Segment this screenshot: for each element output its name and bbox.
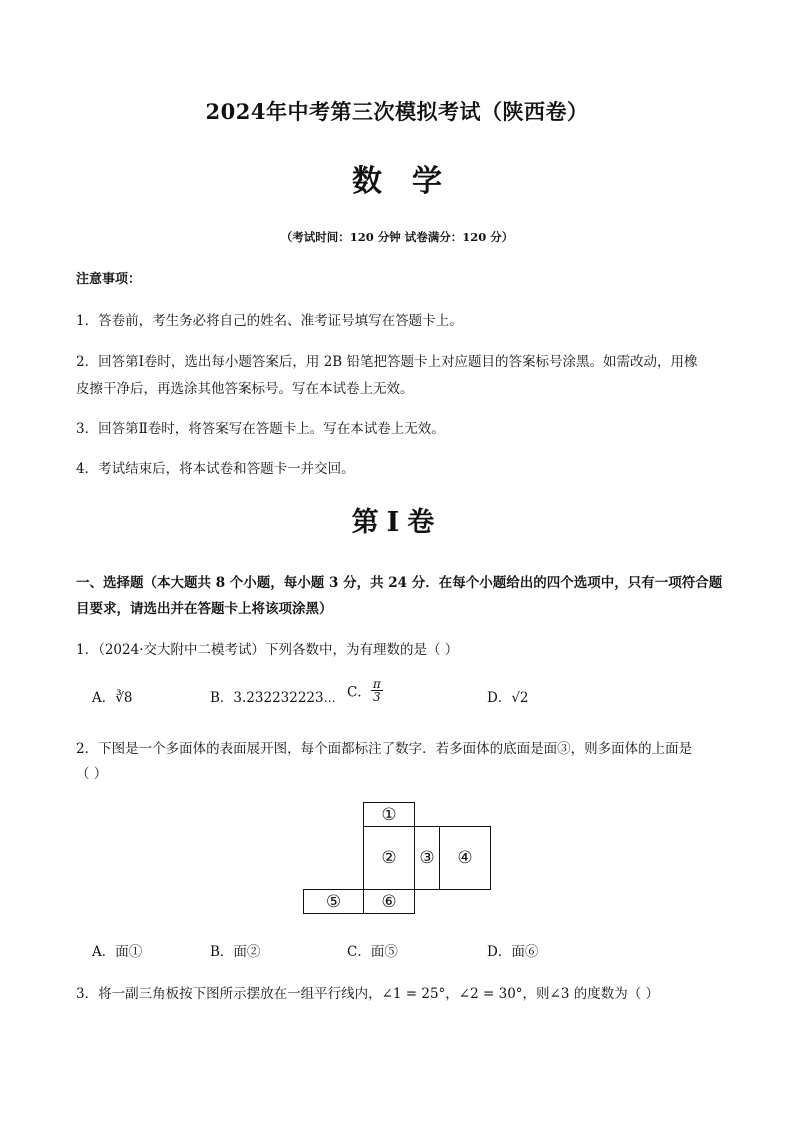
net-face-5: ⑤ bbox=[303, 889, 364, 914]
net-face-2: ② bbox=[363, 826, 415, 890]
note-item: 4．考试结束后，将本试卷和答题卡一并交回。 bbox=[76, 461, 355, 477]
q2-option-a: A．面① bbox=[92, 944, 143, 960]
subject-title: 数学 bbox=[352, 164, 472, 199]
net-face-6: ⑥ bbox=[363, 889, 415, 914]
net-face-3: ③ bbox=[414, 826, 440, 890]
exam-meta: （考试时间：120 分钟 试卷满分：120 分） bbox=[280, 230, 514, 244]
option-value: ∛8 bbox=[115, 690, 133, 706]
net-face-1: ① bbox=[363, 802, 415, 827]
polyhedron-net-diagram bbox=[303, 800, 491, 916]
q2-option-b: B．面② bbox=[210, 944, 261, 960]
numerator: π bbox=[372, 677, 381, 691]
paper-title: 2024年中考第三次模拟考试（陕西卷） bbox=[205, 99, 589, 124]
question-1-stem: 1．（2024·交大附中二模考试）下列各数中，为有理数的是（ ） bbox=[76, 642, 459, 658]
option-label: B． bbox=[210, 690, 234, 706]
denominator: 3 bbox=[372, 690, 381, 704]
section-heading: 一、选择题（本大题共 8 个小题，每小题 3 分，共 24 分．在每个小题给出的四个选项中，只有一项符合题 bbox=[76, 575, 723, 591]
option-label: C． bbox=[347, 684, 371, 701]
q2-option-c: C．面⑤ bbox=[347, 944, 398, 960]
question-3-stem: 3．将一副三角板按下图所示摆放在一组平行线内，∠1 = 25°，∠2 = 30°，则∠3 的度数为（ ） bbox=[76, 986, 660, 1002]
q1-option-b bbox=[210, 686, 336, 706]
question-2-stem: （ ） bbox=[76, 766, 108, 782]
option-label: D． bbox=[487, 690, 512, 706]
note-item: 1．答卷前，考生务必将自己的姓名、准考证号填写在答题卡上。 bbox=[76, 313, 463, 329]
q1-option-a bbox=[92, 686, 132, 706]
q1-option-d bbox=[487, 686, 529, 706]
question-2-stem: 2．下图是一个多面体的表面展开图，每个面都标注了数字．若多面体的底面是面③，则多面体的上面是 bbox=[76, 741, 693, 757]
option-value: 3.232232223⋯ bbox=[233, 690, 336, 706]
net-face-4: ④ bbox=[439, 826, 491, 890]
section-heading: 目要求，请选出并在答题卡上将该项涂黑） bbox=[76, 601, 333, 617]
q2-option-d: D．面⑥ bbox=[487, 944, 539, 960]
notes-heading: 注意事项： bbox=[76, 272, 142, 287]
note-item: 2．回答第Ⅰ卷时，选出每小题答案后，用 2B 铅笔把答题卡上对应题目的答案标号涂黑。如需改动，用橡 bbox=[76, 354, 698, 370]
q1-option-c bbox=[347, 678, 383, 703]
volume-title: 第Ⅰ卷 bbox=[351, 507, 443, 538]
note-item: 3．回答第Ⅱ卷时，将答案写在答题卡上。写在本试卷上无效。 bbox=[76, 421, 445, 437]
fraction bbox=[371, 678, 383, 703]
note-item: 皮擦干净后，再选涂其他答案标号。写在本试卷上无效。 bbox=[76, 381, 414, 397]
option-label: A． bbox=[92, 690, 116, 706]
option-value: √2 bbox=[511, 690, 529, 706]
